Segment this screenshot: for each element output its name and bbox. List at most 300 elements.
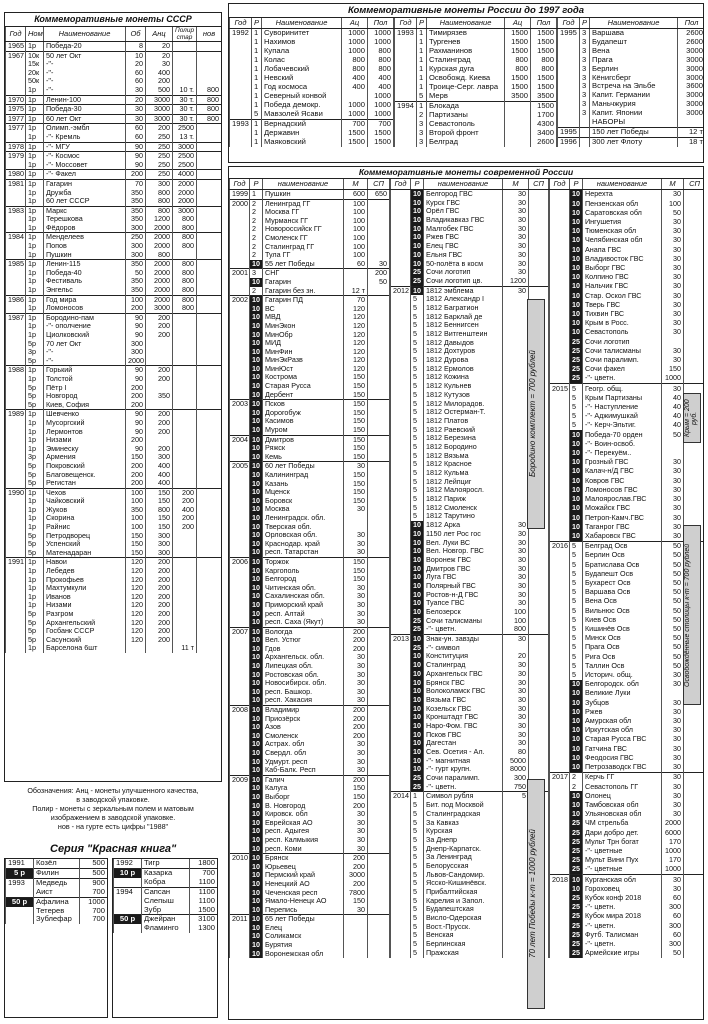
table-row: [550, 791, 705, 800]
proof-old-cell: [173, 375, 197, 384]
unc-price-cell: 3000: [146, 304, 173, 313]
m-price-cell: 30: [344, 618, 368, 627]
name-cell: 60 лет Победы: [263, 462, 344, 471]
mintage-cell: 120: [126, 593, 146, 602]
year-cell: [114, 906, 142, 915]
price-cell: 1100: [190, 887, 218, 896]
m-price-cell: 30: [662, 763, 684, 773]
year-cell: [550, 810, 570, 819]
table-row: [550, 625, 705, 634]
name-cell: Мусоргский: [44, 419, 126, 428]
year-cell: [550, 365, 570, 374]
legend-line: в заводской упаковке.: [76, 795, 150, 804]
mintage-cell: 10: [126, 51, 146, 60]
table-row: [6, 540, 222, 549]
unc-price-cell: [505, 111, 531, 120]
table-row: [558, 127, 705, 137]
year-cell: [550, 522, 570, 531]
denomination-cell: 10: [411, 260, 424, 269]
m-price-cell: 30: [662, 264, 684, 273]
table-row: [550, 449, 705, 458]
proof-new-cell: [197, 392, 222, 401]
denomination-cell: 10: [250, 365, 263, 374]
year-cell: [391, 242, 411, 251]
year-cell: [391, 582, 411, 591]
proof-new-cell: [197, 133, 222, 142]
year-cell: [230, 950, 250, 959]
proof-old-cell: [173, 348, 197, 357]
denomination-cell: 10: [411, 573, 424, 582]
name-cell: Курганская обл: [583, 875, 662, 885]
year-cell: [230, 845, 250, 854]
year-cell: [550, 264, 570, 273]
table-row: [6, 340, 222, 349]
year-cell: 50 р: [6, 897, 34, 906]
sp-price-cell: [368, 706, 390, 715]
proof-new-cell: [197, 479, 222, 488]
denomination-cell: 5: [411, 827, 424, 836]
year-cell: [6, 384, 26, 393]
table-row: [550, 606, 705, 615]
table-row: [230, 889, 390, 898]
year-cell: 10 р: [114, 868, 142, 877]
name-cell: Махтумкули: [44, 584, 126, 593]
year-cell: [391, 879, 411, 888]
name-cell: Победа-70 орден: [583, 430, 662, 439]
denomination-cell: 10: [250, 567, 263, 576]
denomination-cell: 5: [411, 321, 424, 330]
denomination-cell: 10: [250, 932, 263, 941]
name-cell: Циолковский: [44, 331, 126, 340]
m-price-cell: 30: [344, 531, 368, 540]
name-cell: 1812 Кульма: [424, 469, 503, 478]
table-row: [230, 766, 390, 775]
m-price-cell: [503, 339, 529, 348]
price-cell: 900: [80, 878, 108, 887]
proof-new-cell: [197, 619, 222, 628]
unc-price-cell: 200: [146, 567, 173, 576]
proof-old-cell: 3000: [173, 206, 197, 215]
year-cell: [6, 907, 34, 916]
m-price-cell: [344, 523, 368, 532]
table-row: [391, 199, 549, 208]
table-row: [550, 921, 705, 930]
unc-price-cell: [146, 401, 173, 410]
denomination-cell: 1р: [26, 133, 44, 142]
year-cell: [391, 801, 411, 810]
m-price-cell: 100: [503, 608, 529, 617]
mintage-cell: 200: [126, 479, 146, 488]
year-cell: [6, 251, 26, 260]
mintage-cell: 90: [126, 331, 146, 340]
denomination-cell: 10: [411, 591, 424, 600]
table-row: [230, 110, 394, 119]
year-cell: [391, 556, 411, 565]
proof-old-cell: 800: [173, 304, 197, 313]
name-cell: Прибалтийская: [424, 888, 503, 897]
col-header: Р: [252, 18, 262, 29]
sp-price-cell: [368, 618, 390, 627]
proof-old-cell: 800: [173, 295, 197, 304]
denomination-cell: 10: [411, 242, 424, 251]
proof-old-cell: 800: [173, 269, 197, 278]
denomination-cell: 5р: [26, 540, 44, 549]
table-row: [550, 819, 705, 828]
year-cell: [230, 723, 250, 732]
denomination-cell: 10: [411, 713, 424, 722]
denomination-cell: 10: [250, 662, 263, 671]
unc-price-cell: 2000: [146, 269, 173, 278]
name-cell: Терешкова: [44, 215, 126, 224]
unc-price-cell: [146, 340, 173, 349]
redbook-left-table: [5, 859, 108, 924]
sp-price-cell: [368, 627, 390, 636]
mintage-cell: 300: [126, 348, 146, 357]
year-cell: [6, 888, 34, 897]
unc-price-cell: 2000: [146, 233, 173, 242]
name-cell: Пермский край: [263, 871, 344, 880]
m-price-cell: 30: [344, 548, 368, 557]
sp-price-cell: [684, 865, 705, 875]
m-price-cell: 30: [503, 260, 529, 269]
m-price-cell: [503, 356, 529, 365]
table-row: [550, 218, 705, 227]
year-cell: [230, 897, 250, 906]
year-cell: [230, 592, 250, 601]
year-cell: [230, 251, 250, 260]
year-cell: [230, 932, 250, 941]
m-price-cell: 40: [662, 403, 684, 412]
table-row: [6, 51, 222, 60]
denomination-cell: 10: [250, 688, 263, 697]
denomination-cell: 10: [570, 190, 583, 200]
table-row: [230, 199, 390, 208]
denomination-cell: 10: [250, 356, 263, 365]
year-cell: [230, 802, 250, 811]
mintage-cell: 350: [126, 277, 146, 286]
name-cell: Фламинго: [142, 924, 190, 933]
denomination-cell: 1: [252, 138, 262, 147]
table-row: [550, 634, 705, 643]
year-cell: 1994: [114, 887, 142, 896]
proof-price-cell: 1500: [531, 38, 557, 47]
sp-price-cell: [368, 740, 390, 749]
price-cell: 1800: [190, 859, 218, 868]
denomination-cell: 10: [250, 671, 263, 680]
russia97-col3-table: [557, 18, 704, 147]
unc-price-cell: 200: [146, 610, 173, 619]
m-price-cell: 30: [344, 696, 368, 705]
m-price-cell: [503, 295, 529, 304]
price-cell: 1100: [190, 878, 218, 887]
table-row: [230, 444, 390, 453]
denomination-cell: 1р: [26, 142, 44, 152]
table-row: [391, 845, 549, 854]
table-row: [550, 504, 705, 513]
year-cell: [6, 453, 26, 462]
unc-price-cell: 200: [146, 322, 173, 331]
table-row: [550, 551, 705, 560]
name-cell: Ленинград ГГ: [263, 199, 344, 208]
m-price-cell: 30: [503, 521, 529, 530]
m-price-cell: 30: [503, 225, 529, 234]
denomination-cell: 5: [411, 512, 424, 521]
name-cell: 1812 Вязьма: [424, 452, 503, 461]
denomination-cell: 10: [570, 754, 583, 763]
table-row: [230, 740, 390, 749]
m-price-cell: 30: [503, 661, 529, 670]
proof-old-cell: 800: [173, 277, 197, 286]
sp-price-cell: [684, 763, 705, 773]
denomination-cell: 10: [411, 696, 424, 705]
table-row: [230, 915, 390, 924]
year-cell: [391, 783, 411, 792]
unc-price-cell: 200: [146, 366, 173, 375]
table-row: [391, 495, 549, 504]
m-price-cell: 100: [662, 199, 684, 208]
year-cell: [230, 653, 250, 662]
m-price-cell: 5000: [503, 757, 529, 766]
proof-new-cell: [197, 576, 222, 585]
denomination-cell: 5: [411, 801, 424, 810]
year-cell: [6, 392, 26, 401]
table-row: [391, 268, 549, 277]
m-price-cell: 60: [662, 912, 684, 921]
year-cell: [391, 871, 411, 880]
table-row: [230, 190, 390, 200]
year-cell: [230, 662, 250, 671]
proof-old-cell: [173, 471, 197, 480]
table-row: [230, 260, 390, 269]
unc-price-cell: 800: [146, 197, 173, 206]
m-price-cell: 120: [344, 348, 368, 357]
table-row: [391, 242, 549, 251]
denomination-cell: 10: [570, 467, 583, 476]
mintage-cell: 60: [126, 77, 146, 86]
name-cell: 1812 эмблема: [424, 286, 503, 295]
table-row: [114, 887, 218, 896]
table-row: [550, 560, 705, 569]
m-price-cell: 30: [344, 505, 368, 514]
mintage-cell: 8: [126, 42, 146, 52]
m-price-cell: 50: [662, 616, 684, 625]
denomination-cell: 5: [570, 394, 583, 403]
m-price-cell: [344, 924, 368, 933]
denomination-cell: 10: [250, 766, 263, 775]
m-price-cell: [503, 905, 529, 914]
denomination-cell: 5р: [26, 479, 44, 488]
name-cell: Торжок: [263, 557, 344, 566]
col-header: Год: [6, 27, 26, 42]
denomination-cell: 25: [570, 346, 583, 355]
year-cell: [391, 836, 411, 845]
table-row: [550, 513, 705, 522]
sp-price-cell: [684, 735, 705, 744]
price-cell: 1500: [190, 906, 218, 915]
denomination-cell: 1р: [26, 514, 44, 523]
table-row: [6, 124, 222, 133]
year-cell: 5 р: [6, 868, 34, 878]
m-price-cell: 30: [503, 547, 529, 556]
sp-price-cell: [529, 216, 549, 225]
name-cell: Курская: [424, 827, 503, 836]
name-cell: Сочи паралимп.: [583, 356, 662, 365]
year-cell: [550, 412, 570, 421]
year-cell: [230, 356, 250, 365]
table-row: [230, 225, 390, 234]
proof-price-cell: 3000: [678, 109, 705, 118]
name-cell: Афалина: [34, 897, 80, 906]
table-row: [391, 565, 549, 574]
name-cell: Чехов: [44, 488, 126, 497]
denomination-cell: 1р: [26, 331, 44, 340]
name-cell: -"- цветн.: [583, 921, 662, 930]
name-cell: Госбанк СССР: [44, 627, 126, 636]
proof-price-cell: 1000: [368, 29, 394, 38]
year-cell: [550, 903, 570, 912]
m-price-cell: 300: [662, 903, 684, 912]
proof-new-cell: [197, 549, 222, 558]
name-cell: -"-: [44, 69, 126, 78]
year-cell: 1975: [6, 105, 26, 115]
year-cell: [395, 74, 417, 83]
name-cell: Кронштадт ГВС: [424, 713, 503, 722]
m-price-cell: 200: [344, 854, 368, 863]
table-row: [550, 865, 705, 875]
denomination-cell: 1: [252, 101, 262, 110]
denomination-cell: 10: [250, 740, 263, 749]
proof-old-cell: [173, 610, 197, 619]
m-price-cell: 150: [344, 897, 368, 906]
proof-new-cell: [197, 260, 222, 269]
table-row: [6, 897, 108, 906]
proof-old-cell: [173, 51, 197, 60]
table-row: [391, 478, 549, 487]
sp-price-cell: [684, 199, 705, 208]
unc-price-cell: 400: [342, 74, 368, 83]
denomination-cell: 5: [411, 339, 424, 348]
year-cell: [6, 401, 26, 410]
denomination-cell: 1: [417, 101, 427, 110]
year-cell: [550, 698, 570, 707]
unc-price-cell: 200: [146, 375, 173, 384]
year-cell: [391, 713, 411, 722]
denomination-cell: 10: [250, 409, 263, 418]
proof-new-cell: [197, 375, 222, 384]
table-row: [550, 430, 705, 439]
denomination-cell: 10: [411, 757, 424, 766]
russia97-col2-body: [395, 29, 557, 147]
denomination-cell: 10: [570, 227, 583, 236]
year-cell: [230, 129, 252, 138]
proof-old-cell: [173, 77, 197, 86]
m-price-cell: [344, 932, 368, 941]
name-cell: Севастополь: [427, 120, 505, 129]
name-cell: Белград Осв: [583, 541, 662, 551]
table-row: [550, 931, 705, 940]
m-price-cell: 50: [662, 588, 684, 597]
year-cell: [550, 449, 570, 458]
m-price-cell: 30: [503, 565, 529, 574]
denomination-cell: 1р: [26, 233, 44, 242]
sp-price-cell: [529, 539, 549, 548]
sp-price-cell: [368, 863, 390, 872]
year-cell: [550, 356, 570, 365]
year-cell: [550, 282, 570, 291]
name-cell: Олимп.-эмбл: [44, 124, 126, 133]
denomination-cell: 5р: [26, 619, 44, 628]
proof-new-cell: [197, 69, 222, 78]
denomination-cell: 1р: [26, 497, 44, 506]
table-row: [114, 897, 218, 906]
year-cell: [550, 403, 570, 412]
denomination-cell: 5: [411, 836, 424, 845]
name-cell: Ленинградск. обл.: [263, 514, 344, 523]
table-row: [391, 452, 549, 461]
table-row: [550, 403, 705, 412]
proof-new-cell: [197, 593, 222, 602]
sp-price-cell: [529, 731, 549, 740]
table-row: [230, 592, 390, 601]
proof-old-cell: [173, 576, 197, 585]
name-cell: Ямало-Ненецк АО: [263, 897, 344, 906]
sp-price-cell: [368, 906, 390, 915]
denomination-cell: 5: [411, 845, 424, 854]
year-cell: [230, 110, 252, 119]
name-cell: 1812 Давыдов: [424, 339, 503, 348]
m-price-cell: 30: [344, 836, 368, 845]
victory70-set-label: 70 лет Победы к-т = 1000 рублей: [527, 779, 545, 1009]
denomination-cell: 10: [250, 331, 263, 340]
name-cell: Медведь: [34, 878, 80, 887]
year-cell: [391, 373, 411, 382]
name-cell: Ульяновская обл: [583, 810, 662, 819]
table-row: [395, 65, 557, 74]
name-cell: Туапсе ГВС: [424, 599, 503, 608]
denomination-cell: 10: [411, 582, 424, 591]
unc-price-cell: 150: [146, 497, 173, 506]
name-cell: Футб. Талисман: [583, 931, 662, 940]
name-cell: Сасунский: [44, 636, 126, 645]
name-cell: Лермонтов: [44, 428, 126, 437]
name-cell: Юрьевец: [263, 863, 344, 872]
table-row: [230, 234, 390, 243]
name-cell: Дорогобуж: [263, 409, 344, 418]
denomination-cell: 5: [570, 412, 583, 421]
denomination-cell: 1р: [26, 286, 44, 295]
denomination-cell: 10: [250, 897, 263, 906]
name-cell: -"-: [44, 348, 126, 357]
proof-new-cell: 800: [197, 114, 222, 124]
denomination-cell: 5: [411, 897, 424, 906]
year-cell: [391, 923, 411, 932]
table-row: [230, 924, 390, 933]
denomination-cell: [580, 127, 590, 137]
name-cell: Хабаровск ГВС: [583, 532, 662, 542]
m-price-cell: [503, 417, 529, 426]
year-cell: [550, 430, 570, 439]
denomination-cell: 10: [570, 486, 583, 495]
denomination-cell: 5: [570, 616, 583, 625]
denomination-cell: 10: [570, 726, 583, 735]
mintage-cell: 350: [126, 197, 146, 206]
unc-price-cell: 800: [146, 189, 173, 198]
unc-price-cell: 300: [146, 179, 173, 188]
name-cell: Еврейская АО: [263, 819, 344, 828]
mintage-cell: 350: [126, 286, 146, 295]
table-row: [6, 514, 222, 523]
name-cell: Киев Осв: [583, 616, 662, 625]
